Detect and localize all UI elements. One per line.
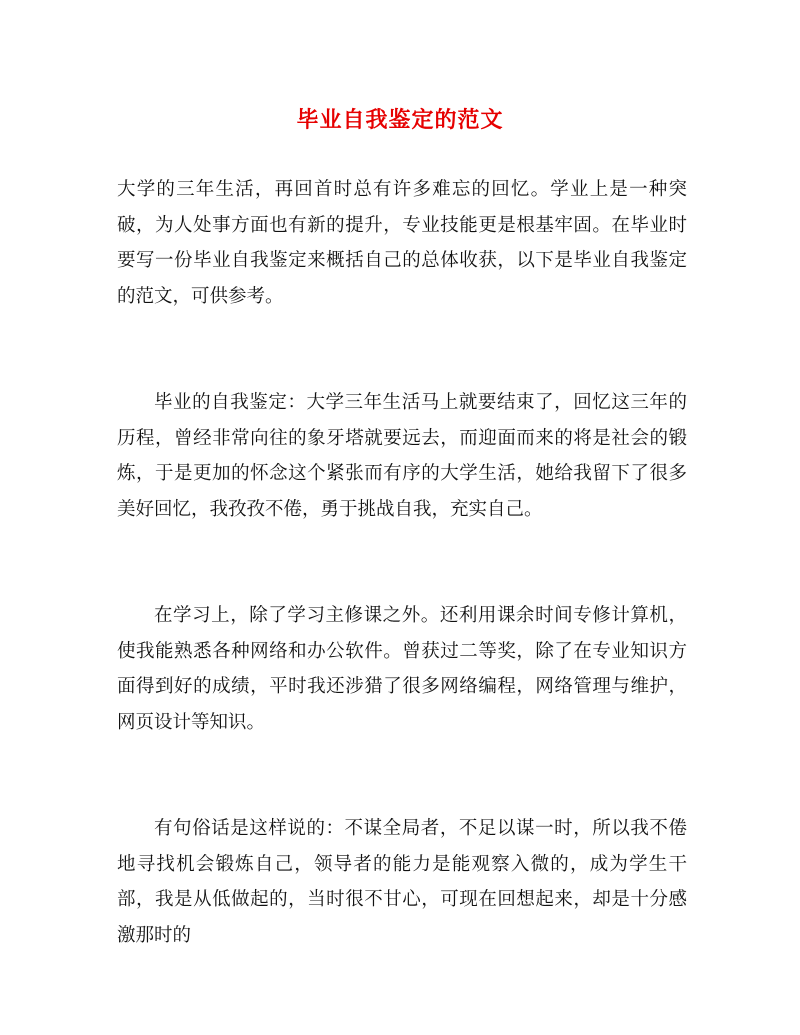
document-title: 毕业自我鉴定的范文 (296, 107, 504, 133)
body-paragraph-leadership: 有句俗话是这样说的：不谋全局者，不足以谋一时，所以我不倦地寻找机会锻炼自己，领导者的能力是能观察入微的，成为学生干部，我是从低做起的，当时很不甘心，可现在回想起来，却是十分感激那时的 (117, 818, 687, 946)
body-paragraph-self-appraisal: 毕业的自我鉴定：大学三年生活马上就要结束了，回忆这三年的历程，曾经非常向往的象牙塔就要远去，而迎面而来的将是社会的锻炼，于是更加的怀念这个紧张而有序的大学生活，她给我留下了很多美好回忆，我孜孜不倦，勇于挑战自我，充实自己。 (117, 392, 687, 520)
intro-paragraph: 大学的三年生活，再回首时总有许多难忘的回忆。学业上是一种突破，为人处事方面也有新的提升，专业技能更是根基牢固。在毕业时要写一份毕业自我鉴定来概括自己的总体收获，以下是毕业自我鉴定的范文，可供参考。 (117, 179, 687, 307)
body-paragraph-study: 在学习上，除了学习主修课之外。还利用课余时间专修计算机，使我能熟悉各种网络和办公软件。曾获过二等奖，除了在专业知识方面得到好的成绩，平时我还涉猎了很多网络编程，网络管理与维护，网页设计等知识。 (117, 605, 687, 733)
document-body (117, 172, 687, 953)
